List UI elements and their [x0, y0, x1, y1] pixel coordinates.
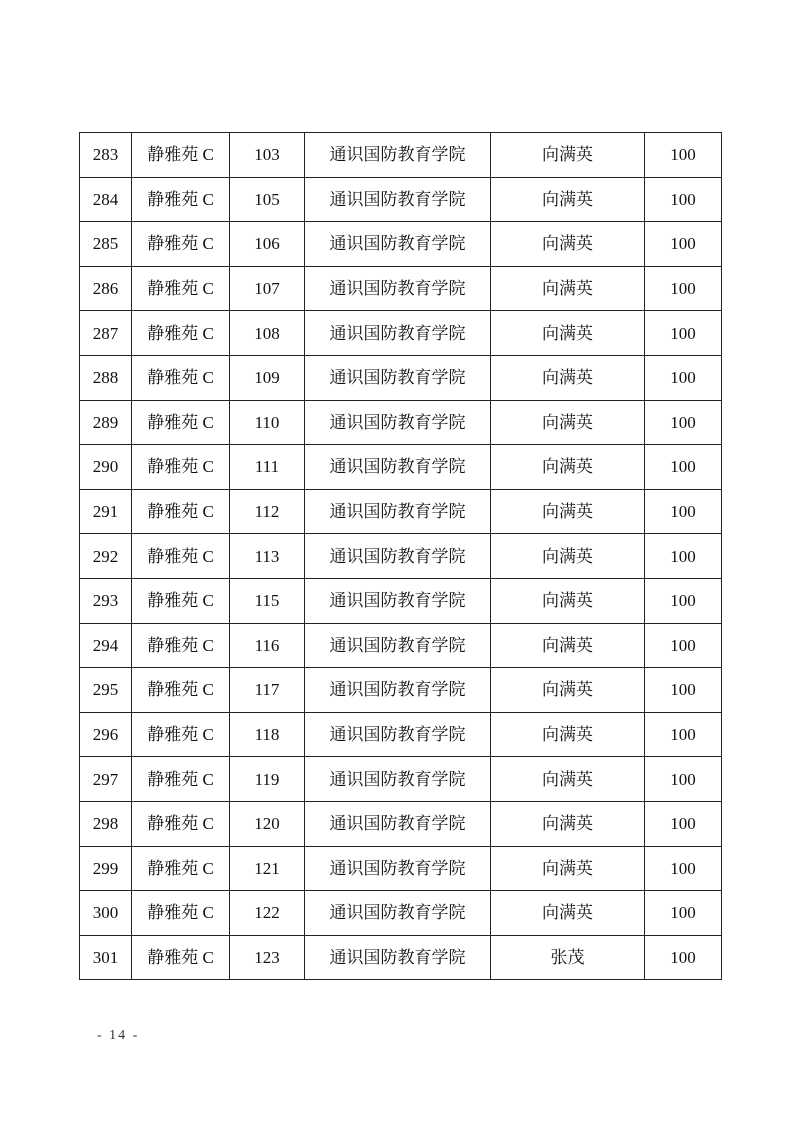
- row-number-cell: 297: [80, 757, 132, 802]
- college-cell: 通识国防教育学院: [305, 578, 491, 623]
- college-cell: 通识国防教育学院: [305, 311, 491, 356]
- table-row: [80, 222, 722, 267]
- teacher-cell: 向满英: [491, 801, 645, 846]
- college-cell: 通识国防教育学院: [305, 757, 491, 802]
- teacher-cell: 向满英: [491, 578, 645, 623]
- college-cell: 通识国防教育学院: [305, 445, 491, 490]
- room-number-cell: 106: [230, 222, 305, 267]
- college-cell: 通识国防教育学院: [305, 222, 491, 267]
- row-number-cell: 285: [80, 222, 132, 267]
- table-row: [80, 801, 722, 846]
- score-cell: 100: [645, 578, 722, 623]
- row-number-cell: 299: [80, 846, 132, 891]
- table-row: [80, 445, 722, 490]
- teacher-cell: 向满英: [491, 757, 645, 802]
- table-row: [80, 266, 722, 311]
- score-cell: 100: [645, 712, 722, 757]
- room-number-cell: 103: [230, 133, 305, 178]
- building-cell: 静雅苑 C: [132, 133, 230, 178]
- building-cell: 静雅苑 C: [132, 311, 230, 356]
- score-cell: 100: [645, 935, 722, 980]
- score-cell: 100: [645, 489, 722, 534]
- table-body: [80, 133, 722, 980]
- score-cell: 100: [645, 846, 722, 891]
- teacher-cell: 向满英: [491, 133, 645, 178]
- score-cell: 100: [645, 177, 722, 222]
- college-cell: 通识国防教育学院: [305, 668, 491, 713]
- row-number-cell: 294: [80, 623, 132, 668]
- score-cell: 100: [645, 801, 722, 846]
- score-cell: 100: [645, 445, 722, 490]
- teacher-cell: 向满英: [491, 668, 645, 713]
- table-row: [80, 400, 722, 445]
- teacher-cell: 向满英: [491, 311, 645, 356]
- building-cell: 静雅苑 C: [132, 400, 230, 445]
- teacher-cell: 向满英: [491, 623, 645, 668]
- room-number-cell: 108: [230, 311, 305, 356]
- row-number-cell: 293: [80, 578, 132, 623]
- teacher-cell: 向满英: [491, 846, 645, 891]
- college-cell: 通识国防教育学院: [305, 891, 491, 936]
- teacher-cell: 向满英: [491, 266, 645, 311]
- score-cell: 100: [645, 668, 722, 713]
- building-cell: 静雅苑 C: [132, 266, 230, 311]
- row-number-cell: 301: [80, 935, 132, 980]
- room-number-cell: 105: [230, 177, 305, 222]
- room-number-cell: 120: [230, 801, 305, 846]
- college-cell: 通识国防教育学院: [305, 846, 491, 891]
- college-cell: 通识国防教育学院: [305, 266, 491, 311]
- building-cell: 静雅苑 C: [132, 177, 230, 222]
- building-cell: 静雅苑 C: [132, 846, 230, 891]
- score-cell: 100: [645, 400, 722, 445]
- row-number-cell: 296: [80, 712, 132, 757]
- room-number-cell: 122: [230, 891, 305, 936]
- college-cell: 通识国防教育学院: [305, 400, 491, 445]
- table-row: [80, 177, 722, 222]
- row-number-cell: 300: [80, 891, 132, 936]
- score-cell: 100: [645, 222, 722, 267]
- table-row: [80, 489, 722, 534]
- table-row: [80, 133, 722, 178]
- page-number: - 14 -: [97, 1028, 140, 1043]
- row-number-cell: 298: [80, 801, 132, 846]
- table-row: [80, 891, 722, 936]
- row-number-cell: 286: [80, 266, 132, 311]
- score-cell: 100: [645, 355, 722, 400]
- score-cell: 100: [645, 133, 722, 178]
- building-cell: 静雅苑 C: [132, 935, 230, 980]
- room-number-cell: 117: [230, 668, 305, 713]
- score-cell: 100: [645, 757, 722, 802]
- row-number-cell: 289: [80, 400, 132, 445]
- building-cell: 静雅苑 C: [132, 489, 230, 534]
- score-cell: 100: [645, 623, 722, 668]
- college-cell: 通识国防教育学院: [305, 355, 491, 400]
- college-cell: 通识国防教育学院: [305, 712, 491, 757]
- table-row: [80, 846, 722, 891]
- room-number-cell: 112: [230, 489, 305, 534]
- building-cell: 静雅苑 C: [132, 757, 230, 802]
- building-cell: 静雅苑 C: [132, 355, 230, 400]
- building-cell: 静雅苑 C: [132, 222, 230, 267]
- college-cell: 通识国防教育学院: [305, 133, 491, 178]
- college-cell: 通识国防教育学院: [305, 623, 491, 668]
- dormitory-score-table: [79, 132, 722, 980]
- teacher-cell: 向满英: [491, 400, 645, 445]
- room-number-cell: 115: [230, 578, 305, 623]
- room-number-cell: 109: [230, 355, 305, 400]
- college-cell: 通识国防教育学院: [305, 935, 491, 980]
- row-number-cell: 291: [80, 489, 132, 534]
- teacher-cell: 向满英: [491, 355, 645, 400]
- table-row: [80, 534, 722, 579]
- row-number-cell: 290: [80, 445, 132, 490]
- teacher-cell: 向满英: [491, 177, 645, 222]
- row-number-cell: 287: [80, 311, 132, 356]
- table-row: [80, 935, 722, 980]
- teacher-cell: 向满英: [491, 712, 645, 757]
- room-number-cell: 119: [230, 757, 305, 802]
- building-cell: 静雅苑 C: [132, 534, 230, 579]
- building-cell: 静雅苑 C: [132, 445, 230, 490]
- building-cell: 静雅苑 C: [132, 891, 230, 936]
- table-row: [80, 757, 722, 802]
- table-row: [80, 355, 722, 400]
- row-number-cell: 283: [80, 133, 132, 178]
- teacher-cell: 张茂: [491, 935, 645, 980]
- table-row: [80, 623, 722, 668]
- building-cell: 静雅苑 C: [132, 578, 230, 623]
- room-number-cell: 118: [230, 712, 305, 757]
- teacher-cell: 向满英: [491, 534, 645, 579]
- building-cell: 静雅苑 C: [132, 801, 230, 846]
- score-cell: 100: [645, 266, 722, 311]
- table-row: [80, 578, 722, 623]
- room-number-cell: 107: [230, 266, 305, 311]
- teacher-cell: 向满英: [491, 489, 645, 534]
- teacher-cell: 向满英: [491, 891, 645, 936]
- score-cell: 100: [645, 891, 722, 936]
- building-cell: 静雅苑 C: [132, 712, 230, 757]
- room-number-cell: 123: [230, 935, 305, 980]
- room-number-cell: 113: [230, 534, 305, 579]
- room-number-cell: 111: [230, 445, 305, 490]
- college-cell: 通识国防教育学院: [305, 489, 491, 534]
- table-row: [80, 712, 722, 757]
- building-cell: 静雅苑 C: [132, 668, 230, 713]
- college-cell: 通识国防教育学院: [305, 177, 491, 222]
- row-number-cell: 295: [80, 668, 132, 713]
- room-number-cell: 116: [230, 623, 305, 668]
- score-cell: 100: [645, 534, 722, 579]
- room-number-cell: 121: [230, 846, 305, 891]
- table-row: [80, 668, 722, 713]
- college-cell: 通识国防教育学院: [305, 801, 491, 846]
- building-cell: 静雅苑 C: [132, 623, 230, 668]
- score-cell: 100: [645, 311, 722, 356]
- row-number-cell: 292: [80, 534, 132, 579]
- college-cell: 通识国防教育学院: [305, 534, 491, 579]
- teacher-cell: 向满英: [491, 445, 645, 490]
- table-row: [80, 311, 722, 356]
- row-number-cell: 288: [80, 355, 132, 400]
- teacher-cell: 向满英: [491, 222, 645, 267]
- room-number-cell: 110: [230, 400, 305, 445]
- row-number-cell: 284: [80, 177, 132, 222]
